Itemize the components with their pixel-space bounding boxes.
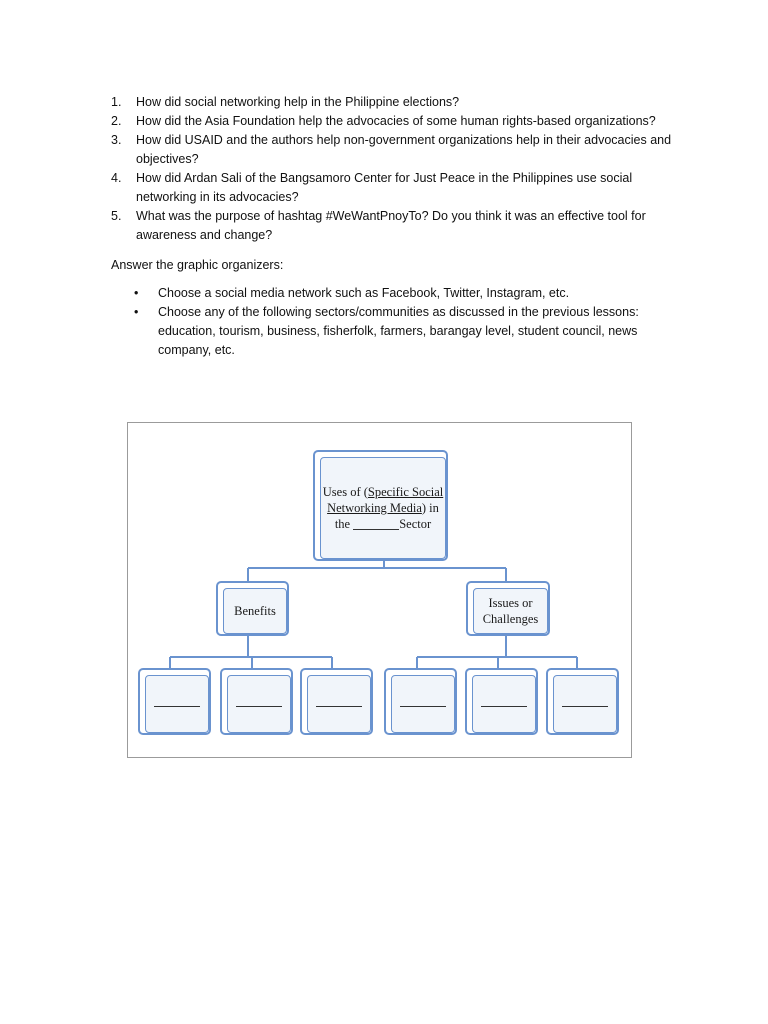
question-text: How did USAID and the authors help non-government organizations help in their advocacies and objectives? [136, 133, 672, 166]
question-number: 1. [111, 95, 122, 109]
root-node-body [320, 457, 446, 559]
root-text-suffix: Sector [399, 517, 432, 531]
question-text: How did social networking help in the Philippine elections? [136, 95, 460, 109]
root-text-underlined: Networking Media [327, 501, 422, 515]
bullet-text: Choose a social media network such as Facebook, Twitter, Instagram, etc. [158, 286, 570, 300]
issue-answer-box[interactable] [384, 668, 457, 735]
bullet-item [134, 303, 654, 360]
question-number: 2. [111, 114, 122, 128]
benefit-answer-box[interactable] [138, 668, 211, 735]
answer-blank [481, 706, 527, 707]
question-text: How did the Asia Foundation help the advocacies of some human rights-based organizations? [136, 114, 656, 128]
answer-blank [353, 529, 399, 530]
issues-label [483, 595, 539, 627]
bullet-text: Choose any of the following sectors/communities as discussed in the previous lessons: education, tourism, business, fisherfolk, farmers, barangay level, student council, news company, etc. [158, 305, 639, 357]
instruction-text: Answer the graphic organizers: [111, 258, 284, 272]
question-number: 3. [111, 133, 122, 147]
issue-answer-box[interactable] [546, 668, 619, 735]
issues-label-line: Challenges [482, 612, 539, 626]
issues-node [466, 581, 550, 636]
benefits-node-body [223, 588, 287, 634]
question-item [111, 93, 681, 112]
root-text-suffix: ) in [421, 501, 439, 515]
benefit-answer-box[interactable] [220, 668, 293, 735]
question-number: 4. [111, 171, 122, 185]
question-text: What was the purpose of hashtag #WeWantPnoyTo? Do you think it was an effective tool for awareness and change? [136, 209, 646, 242]
answer-box-body [391, 675, 455, 733]
root-text-underlined: Specific Social [367, 485, 444, 499]
root-node-text [323, 484, 443, 532]
bullet-dot-icon: • [134, 305, 139, 319]
answer-box-body [227, 675, 291, 733]
question-item [111, 112, 681, 131]
benefits-label: Benefits [234, 604, 276, 618]
question-item [111, 169, 681, 207]
issues-label-line: Issues or [488, 596, 533, 610]
answer-blank [400, 706, 446, 707]
issues-node-body [473, 588, 548, 634]
root-text-prefix: Uses of ( [322, 485, 368, 499]
bullet-item [134, 284, 654, 303]
answer-blank [562, 706, 608, 707]
graphic-organizer [127, 422, 632, 758]
question-text: How did Ardan Sali of the Bangsamoro Center for Just Peace in the Philippines use social networking in its advocacies? [136, 171, 633, 204]
answer-blank [154, 706, 200, 707]
answer-box-body [307, 675, 371, 733]
issue-answer-box[interactable] [465, 668, 538, 735]
benefit-answer-box[interactable] [300, 668, 373, 735]
question-item [111, 207, 681, 245]
question-item [111, 131, 681, 169]
answer-blank [316, 706, 362, 707]
answer-box-body [145, 675, 209, 733]
question-number: 5. [111, 209, 122, 223]
root-text-prefix: the [334, 517, 351, 531]
benefits-node [216, 581, 289, 636]
answer-box-body [472, 675, 536, 733]
answer-blank [236, 706, 282, 707]
question-list [111, 93, 681, 245]
answer-box-body [553, 675, 617, 733]
root-node [313, 450, 448, 561]
bullet-dot-icon: • [134, 286, 139, 300]
bullet-list [134, 284, 654, 360]
